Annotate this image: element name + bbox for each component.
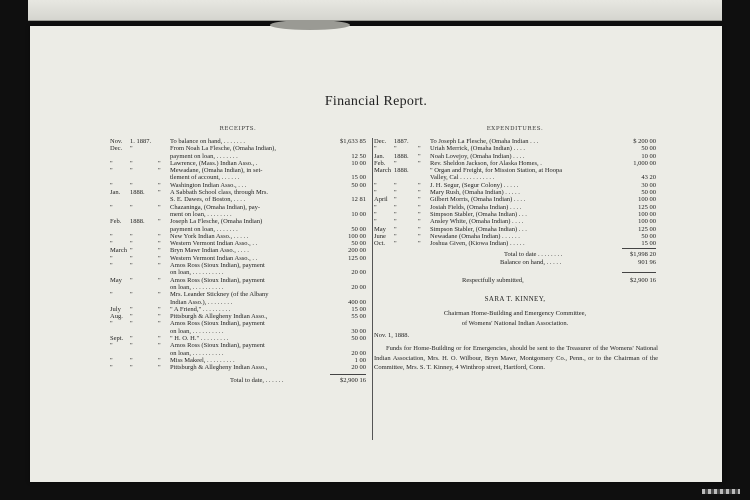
receipt-ditto: ": [158, 247, 161, 255]
receipt-month: Feb.: [110, 218, 122, 226]
receipts-total-amount: $2,900 16: [340, 377, 366, 384]
receipt-row: [110, 306, 366, 313]
expenditure-row: [374, 160, 656, 167]
receipts-heading: RECEIPTS.: [219, 126, 257, 132]
receipt-amount: 125 00: [348, 254, 366, 262]
expenditure-month: March: [374, 167, 391, 175]
expenditure-ditto: ": [418, 145, 421, 153]
receipt-month: ": [110, 356, 113, 364]
funds-paragraph: Funds for Home-Building or for Emergencies, should be sent to the Treasurer of the Womens' National Indian Association, Mrs. H. O. Wilbour, Bryn Mawr, Montgomery Co., Penn., or to the Chairman of the Committee, Mrs. S. T. Kinney, 4 Winthrop street, Hartford, Conn.: [374, 345, 658, 371]
receipt-year: ": [130, 305, 133, 313]
receipt-ditto: ": [158, 364, 161, 372]
receipt-amount: 50 00: [351, 225, 366, 233]
receipt-year: ": [130, 232, 133, 240]
expenditure-amount: 100 00: [638, 196, 656, 204]
receipt-month: ": [110, 320, 113, 328]
expenditure-year: ": [394, 225, 397, 233]
receipt-row: [110, 182, 366, 189]
receipt-description: payment on loan, . . . . . . .: [170, 152, 238, 160]
expenditure-amount: $ 200 00: [633, 138, 656, 145]
receipt-row: [110, 291, 366, 298]
expenditures-total-label: Total to date . . . . . . . .: [504, 251, 563, 258]
expenditure-description: Simpson Stabler, (Omaha Indian) . . .: [430, 210, 527, 218]
receipt-month: ": [110, 167, 113, 175]
role-line-1: Chairman Home-Building and Emergency Committee,: [443, 310, 587, 317]
expenditure-amount: 43 20: [641, 174, 656, 182]
receipt-year: ": [130, 313, 133, 321]
expenditure-month: ": [374, 210, 377, 218]
receipt-description: " H. O. H." . . . . . . . . .: [170, 335, 229, 343]
receipt-row: [110, 204, 366, 211]
expenditure-ditto: ": [418, 159, 421, 167]
expenditure-description: Valley, Cal . . . . . . . . . . .: [430, 174, 495, 182]
receipt-amount: 20 00: [351, 269, 366, 277]
receipt-row: [110, 160, 366, 167]
receipt-year: ": [130, 240, 133, 248]
expenditure-row: [374, 240, 656, 247]
receipt-ditto: ": [158, 254, 161, 262]
expenditures-totals: [374, 251, 656, 267]
receipt-month: Jan.: [110, 189, 121, 197]
receipt-description: Bryn Mawr Indian Asso., . . . .: [170, 247, 249, 255]
receipt-year: ": [130, 320, 133, 328]
receipt-description: payment on loan, . . . . . . .: [170, 225, 238, 233]
expenditure-month: ": [374, 203, 377, 211]
receipt-row: [110, 350, 366, 357]
receipt-year: ": [130, 291, 133, 299]
expenditure-description: Uriah Merrick, (Omaha Indian) . . . .: [430, 145, 525, 153]
expenditure-description: J. H. Segur, (Segur Colony) . . . . .: [430, 181, 519, 189]
receipt-ditto: ": [158, 232, 161, 240]
expenditure-row: [374, 182, 656, 189]
document-page: [30, 26, 722, 482]
receipt-amount: 10 00: [351, 159, 366, 167]
receipt-year: ": [130, 335, 133, 343]
expenditure-row: [374, 153, 656, 160]
receipt-row: [110, 218, 366, 225]
receipt-row: [110, 357, 366, 364]
receipts-total-label: Total to date, . . . . . .: [230, 377, 284, 384]
receipt-year: ": [130, 159, 133, 167]
receipt-month: ": [110, 240, 113, 248]
expenditure-row: [374, 226, 656, 233]
receipt-month: ": [110, 342, 113, 350]
receipt-description: Mewadane, (Omaha Indian), in set-: [170, 167, 263, 175]
receipt-ditto: ": [158, 291, 161, 299]
receipt-ditto: ": [158, 320, 161, 328]
expenditure-description: Gilbert Morris, (Omaha Indian) . . . .: [430, 196, 526, 204]
expenditure-month: Oct.: [374, 240, 386, 248]
receipt-description: Amos Ross (Sioux Indian), payment: [170, 276, 265, 284]
receipt-ditto: ": [158, 189, 161, 197]
receipt-amount: 50 00: [351, 240, 366, 248]
receipt-description: Western Vermont Indian Asso., . .: [170, 240, 258, 248]
receipt-year: 1888.: [130, 218, 145, 226]
receipt-description: Mrs. Leander Stickney (of the Albany: [170, 291, 269, 299]
expenditure-description: Rev. Sheldon Jackson, for Alaska Homes, .: [430, 159, 542, 167]
expenditure-ditto: ": [418, 240, 421, 248]
receipt-ditto: ": [158, 181, 161, 189]
expenditure-amount: 50 00: [641, 145, 656, 153]
expenditure-description: Josiah Fields, (Omaha Indian) . . . .: [430, 203, 522, 211]
page-title: Financial Report.: [324, 94, 428, 109]
receipt-amount: 200 00: [348, 247, 366, 255]
receipt-amount: 10 00: [351, 210, 366, 218]
receipt-month: ": [110, 232, 113, 240]
respectfully-submitted: Respectfully submitted,: [462, 277, 524, 284]
receipt-month: ": [110, 203, 113, 211]
expenditure-month: ": [374, 189, 377, 197]
receipts-table: [110, 138, 366, 372]
receipt-ditto: ": [158, 276, 161, 284]
receipt-amount: 400 00: [348, 298, 366, 306]
receipt-description: " A Friend," . . . . . . . . .: [170, 305, 231, 313]
receipt-year: ": [130, 356, 133, 364]
receipt-row: [110, 255, 366, 262]
receipt-row: [110, 233, 366, 240]
expenditure-ditto: ": [418, 210, 421, 218]
receipt-description: Lawrence, (Mass.) Indian Asso., .: [170, 159, 258, 167]
expenditure-description: To Joseph La Flesche, (Omaha Indian . . .: [430, 138, 539, 145]
receipt-description: ment on loan, . . . . . . . .: [170, 210, 232, 218]
receipt-amount: $1,633 85: [340, 138, 366, 145]
expenditure-month: ": [374, 145, 377, 153]
receipt-month: July: [110, 305, 121, 313]
expenditure-year: 1888.: [394, 152, 409, 160]
expenditure-year: ": [394, 240, 397, 248]
receipt-row: [110, 247, 366, 254]
expenditure-row: [374, 174, 656, 181]
balance-label: Balance on hand, . . . . .: [500, 259, 562, 266]
expenditure-amount: 10 00: [641, 152, 656, 160]
expenditures-total-rule: [622, 248, 656, 249]
receipt-amount: 15 00: [351, 174, 366, 182]
receipt-ditto: ": [158, 262, 161, 270]
receipt-row: [110, 226, 366, 233]
receipt-row: [110, 145, 366, 152]
receipt-year: ": [130, 203, 133, 211]
expenditures-heading: EXPENDITURES.: [486, 126, 544, 132]
expenditure-row: [374, 145, 656, 152]
receipt-month: ": [110, 291, 113, 299]
receipt-row: [110, 320, 366, 327]
expenditure-description: Simpson Stabler, (Omaha Indian) . . .: [430, 225, 527, 233]
receipt-description: Amos Ross (Sioux Indian), payment: [170, 320, 265, 328]
receipt-year: ": [130, 181, 133, 189]
expenditure-row: [374, 204, 656, 211]
expenditure-year: ": [394, 232, 397, 240]
receipt-ditto: ": [158, 218, 161, 226]
receipt-description: Pittsburgh & Allegheny Indian Asso.,: [170, 364, 268, 372]
expenditure-year: ": [394, 159, 397, 167]
expenditure-amount: 100 00: [638, 218, 656, 226]
receipt-description: Miss Makeel, . . . . . . . . .: [170, 356, 235, 364]
expenditure-amount: 50 00: [641, 189, 656, 197]
signatory: SARA T. KINNEY,: [484, 295, 546, 303]
expenditure-year: ": [394, 145, 397, 153]
receipt-amount: 50 00: [351, 335, 366, 343]
expenditure-year: ": [394, 196, 397, 204]
receipt-description: Washington Indian Asso., . . .: [170, 181, 247, 189]
expenditure-year: 1888.: [394, 167, 409, 175]
expenditures-total-amount: $1,998 20: [630, 251, 656, 258]
receipt-ditto: ": [158, 313, 161, 321]
expenditure-year: ": [394, 210, 397, 218]
expenditure-year: ": [394, 181, 397, 189]
receipt-year: ": [130, 254, 133, 262]
column-divider: [372, 138, 373, 440]
receipt-ditto: ": [158, 305, 161, 313]
receipt-month: Nov.: [110, 138, 123, 145]
receipt-description: Pittsburgh & Allegheny Indian Asso.,: [170, 313, 268, 321]
expenditure-month: June: [374, 232, 386, 240]
receipt-month: ": [110, 364, 113, 372]
receipt-year: 1. 1887.: [130, 138, 152, 145]
receipt-row: [110, 262, 366, 269]
expenditure-ditto: ": [418, 218, 421, 226]
receipt-year: ": [130, 262, 133, 270]
receipt-description: Indian Asso.), . . . . . . . .: [170, 298, 233, 306]
receipt-description: on loan, . . . . . . . . . .: [170, 269, 224, 277]
expenditure-row: [374, 233, 656, 240]
receipt-amount: 100 00: [348, 232, 366, 240]
scale-ruler: [702, 489, 740, 494]
receipt-row: [110, 211, 366, 218]
grand-total-block: [374, 277, 656, 285]
receipt-ditto: ": [158, 203, 161, 211]
expenditure-year: ": [394, 189, 397, 197]
expenditure-ditto: ": [418, 181, 421, 189]
expenditure-row: [374, 138, 656, 145]
expenditure-description: Noah Lovejoy, (Omaha Indian) . . . .: [430, 152, 525, 160]
receipt-month: Aug.: [110, 313, 123, 321]
receipt-row: [110, 277, 366, 284]
receipt-description: New York Indian Asso., . . . . .: [170, 232, 249, 240]
expenditure-row: [374, 196, 656, 203]
expenditure-month: ": [374, 181, 377, 189]
receipt-year: ": [130, 342, 133, 350]
report-date: Nov. 1, 1888.: [374, 332, 410, 339]
expenditure-row: [374, 167, 656, 174]
expenditure-month: April: [374, 196, 388, 204]
expenditures-table: [374, 138, 656, 247]
receipt-amount: 30 00: [351, 327, 366, 335]
receipt-ditto: ": [158, 335, 161, 343]
expenditure-amount: 125 00: [638, 225, 656, 233]
receipts-total-rule: [330, 374, 366, 375]
expenditure-amount: 50 00: [641, 232, 656, 240]
expenditure-ditto: ": [418, 152, 421, 160]
receipt-description: Amos Ross (Sioux Indian), payment: [170, 342, 265, 350]
receipt-year: ": [130, 167, 133, 175]
grand-total-rule: [622, 272, 656, 273]
receipt-row: [110, 196, 366, 203]
receipt-year: ": [130, 145, 133, 153]
receipt-ditto: ": [158, 356, 161, 364]
expenditure-ditto: ": [418, 232, 421, 240]
receipt-row: [110, 174, 366, 181]
receipt-row: [110, 153, 366, 160]
receipt-month: ": [110, 181, 113, 189]
receipt-row: [110, 299, 366, 306]
receipt-amount: 20 00: [351, 364, 366, 372]
expenditure-ditto: ": [418, 189, 421, 197]
expenditure-description: " Organ and Freight, for Mission Station, at Hoopa: [430, 167, 563, 175]
receipt-year: ": [130, 247, 133, 255]
grand-total-amount: $2,900 16: [630, 277, 656, 284]
receipt-row: [110, 328, 366, 335]
receipt-ditto: ": [158, 240, 161, 248]
receipt-row: [110, 284, 366, 291]
receipt-description: tlement of account, . . . . . .: [170, 174, 240, 182]
receipt-row: [110, 364, 366, 371]
receipt-row: [110, 189, 366, 196]
receipt-row: [110, 167, 366, 174]
receipt-amount: 20 00: [351, 349, 366, 357]
receipt-amount: 20 00: [351, 283, 366, 291]
receipt-month: Dec.: [110, 145, 123, 153]
previous-page-edge: [28, 0, 722, 21]
receipt-description: Amos Ross (Sioux Indian), payment: [170, 262, 265, 270]
receipt-description: Joseph La Flesche, (Omaha Indian): [170, 218, 263, 226]
expenditure-amount: 125 00: [638, 203, 656, 211]
receipt-month: March: [110, 247, 127, 255]
receipt-amount: 12 81: [351, 196, 366, 204]
receipts-total: [110, 377, 366, 385]
receipt-ditto: ": [158, 342, 161, 350]
role-line-2: of Womens' National Indian Association.: [461, 320, 569, 327]
receipt-description: From Noah La Flesche, (Omaha Indian),: [170, 145, 276, 153]
expenditure-description: Joshua Given, (Kiowa Indian) . . . . .: [430, 240, 525, 248]
receipt-ditto: ": [158, 167, 161, 175]
receipt-description: on loan, . . . . . . . . . .: [170, 349, 224, 357]
receipt-description: Chazaninga, (Omaha Indian), pay-: [170, 203, 261, 211]
receipt-amount: 50 00: [351, 181, 366, 189]
receipt-year: 1888.: [130, 189, 145, 197]
expenditure-description: Ansley White, (Omaha Indian) . . . .: [430, 218, 524, 226]
receipt-description: Western Vermont Indian Asso., . .: [170, 254, 258, 262]
receipt-row: [110, 240, 366, 247]
expenditure-amount: 100 00: [638, 210, 656, 218]
receipt-amount: 12 50: [351, 152, 366, 160]
receipt-amount: 15 00: [351, 305, 366, 313]
receipt-description: A Sabbath School class, through Mrs.: [170, 189, 269, 197]
expenditure-month: May: [374, 225, 386, 233]
expenditure-year: ": [394, 218, 397, 226]
expenditure-ditto: ": [418, 196, 421, 204]
expenditure-ditto: ": [418, 225, 421, 233]
balance-amount: 901 96: [638, 259, 656, 266]
receipt-row: [110, 342, 366, 349]
receipt-ditto: ": [158, 159, 161, 167]
receipt-amount: 55 00: [351, 313, 366, 321]
expenditure-row: [374, 218, 656, 225]
expenditure-amount: 15 00: [641, 240, 656, 248]
expenditure-month: ": [374, 218, 377, 226]
expenditure-description: Newadane (Omaha Indian) . . . . . .: [430, 232, 520, 240]
receipt-row: [110, 269, 366, 276]
receipt-month: ": [110, 254, 113, 262]
expenditure-amount: 30 00: [641, 181, 656, 189]
receipt-month: ": [110, 159, 113, 167]
receipt-year: ": [130, 276, 133, 284]
expenditure-amount: 1,000 00: [633, 159, 656, 167]
receipt-description: on loan, . . . . . . . . . .: [170, 327, 224, 335]
expenditure-month: Dec.: [374, 138, 387, 145]
expenditure-month: Jan.: [374, 152, 385, 160]
expenditure-row: [374, 189, 656, 196]
receipt-amount: 1 00: [354, 356, 366, 364]
expenditure-year: 1887.: [394, 138, 409, 145]
receipt-year: ": [130, 364, 133, 372]
receipt-month: May: [110, 276, 122, 284]
page-tear: [270, 20, 350, 30]
expenditure-year: ": [394, 203, 397, 211]
receipt-month: Sept.: [110, 335, 124, 343]
expenditure-description: Mary Rush, (Omaha Indian) . . . . .: [430, 189, 520, 197]
receipt-description: S. E. Dawes, of Boston, . . . .: [170, 196, 246, 204]
expenditure-row: [374, 211, 656, 218]
receipt-row: [110, 313, 366, 320]
receipt-row: [110, 335, 366, 342]
receipt-month: ": [110, 262, 113, 270]
expenditure-ditto: ": [418, 203, 421, 211]
receipt-row: [110, 138, 366, 145]
receipt-description: To balance on hand, . . . . . . .: [170, 138, 245, 145]
receipt-description: on loan, . . . . . . . . . .: [170, 283, 224, 291]
expenditure-month: Feb.: [374, 159, 386, 167]
